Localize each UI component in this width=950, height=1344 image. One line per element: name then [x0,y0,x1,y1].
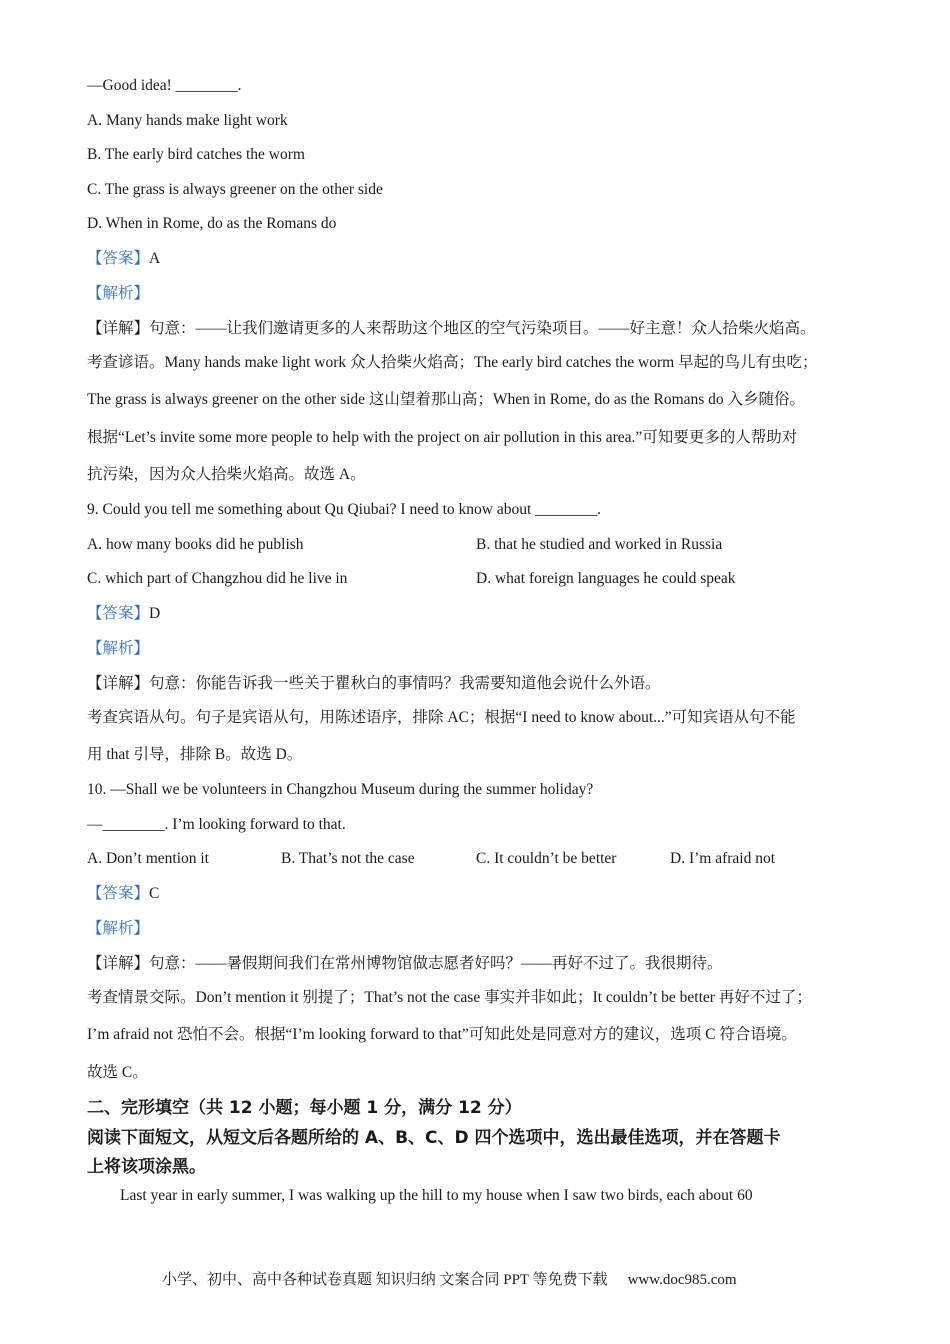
q8-detail-line-5: 抗污染，因为众人拾柴火焰高。故选 A。 [87,466,366,483]
answer-value: D [149,605,161,622]
q8-detail-line-2: 考查谚语。Many hands make light work 众人拾柴火焰高；The early bird catches the worm 早起的鸟儿有虫吃； [87,354,818,371]
detail-tag: 【详解】 [87,320,150,337]
q8-detail-line-1 [87,319,816,339]
q8-option-d: D. When in Rome, do as the Romans do [87,215,337,232]
q9-analysis-tag: 【解析】 [87,640,150,657]
page-footer [162,1270,737,1290]
answer-tag: 【答案】 [87,605,150,622]
q9-options-row-1 [87,535,867,555]
q9-detail-line-2: 考查宾语从句。句子是宾语从句，用陈述语序，排除 AC；根据“I need to know about...”可知宾语从句不能 [87,709,796,726]
q8-detail-line-4: 根据“Let’s invite some more people to help with the project on air pollution in this area.”可知要更多的人帮助对 [87,429,798,446]
section-title: 二、完形填空（共 12 小题；每小题 1 分，满分 12 分） [87,1098,522,1118]
q10-detail-line-3: I’m afraid not 恐怕不会。根据“I’m looking forward to that”可知此处是同意对方的建议，选项 C 符合语境。 [87,1026,797,1043]
q10-option-b: B. That’s not the case [281,850,415,867]
q8-answer [87,249,160,269]
q10-option-d: D. I’m afraid not [670,850,776,867]
q10-options-row [87,849,867,869]
q10-detail-line-1 [87,954,723,974]
q8-analysis-tag: 【解析】 [87,285,150,302]
answer-tag: 【答案】 [87,250,150,267]
q8-detail-line-3: The grass is always greener on the other side 这山望着那山高；When in Rome, do as the Romans do 入乡随俗。 [87,391,806,408]
q9-option-d: D. what foreign languages he could speak [476,570,736,587]
q9-answer [87,604,160,624]
answer-value: C [149,885,160,902]
footer-text: 小学、初中、高中各种试卷真题 知识归纳 文案合同 PPT 等免费下载 [162,1272,608,1288]
q10-analysis-tag: 【解析】 [87,920,150,937]
q8-option-a: A. Many hands make light work [87,112,288,129]
q8-option-c: C. The grass is always greener on the other side [87,181,383,198]
q9-detail-line-3: 用 that 引导，排除 B。故选 D。 [87,746,303,763]
q8-option-b: B. The early bird catches the worm [87,146,305,163]
q10-option-a: A. Don’t mention it [87,850,209,867]
passage-first-line: Last year in early summer, I was walking up the hill to my house when I saw two birds, each about 60 [120,1187,753,1204]
detail-tag: 【详解】 [87,955,150,972]
q9-detail-line-1 [87,674,661,694]
detail-text: 句意：——暑假期间我们在常州博物馆做志愿者好吗？——再好不过了。我很期待。 [149,955,723,972]
detail-tag: 【详解】 [87,675,150,692]
q10-response: —________. I’m looking forward to that. [87,816,346,833]
footer-site-link[interactable]: www.doc985.com [627,1272,737,1288]
section-instruction-line-1: 阅读下面短文，从短文后各题所给的 A、B、C、D 四个选项中，选出最佳选项，并在答题卡 [87,1128,781,1148]
q10-option-c: C. It couldn’t be better [476,850,617,867]
detail-text: 句意：——让我们邀请更多的人来帮助这个地区的空气污染项目。——好主意！众人拾柴火焰高。 [149,320,816,337]
answer-value: A [149,250,161,267]
q9-option-b: B. that he studied and worked in Russia [476,536,723,553]
answer-tag: 【答案】 [87,885,150,902]
q9-options-row-2 [87,569,867,589]
q9-option-a: A. how many books did he publish [87,536,304,553]
q9-question: 9. Could you tell me something about Qu Qiubai? I need to know about ________. [87,501,602,518]
q9-option-c: C. which part of Changzhou did he live in [87,570,348,587]
q10-detail-line-4: 故选 C。 [87,1064,148,1081]
q10-detail-line-2: 考查情景交际。Don’t mention it 别提了；That’s not the case 事实并非如此；It couldn’t be better 再好不过了； [87,989,812,1006]
section-instruction-line-2: 上将该项涂黑。 [87,1157,206,1177]
q10-question: 10. —Shall we be volunteers in Changzhou Museum during the summer holiday? [87,781,594,798]
q8-dialog: —Good idea! ________. [87,77,242,94]
q10-answer [87,884,159,904]
detail-text: 句意：你能告诉我一些关于瞿秋白的事情吗？我需要知道他会说什么外语。 [149,675,661,692]
